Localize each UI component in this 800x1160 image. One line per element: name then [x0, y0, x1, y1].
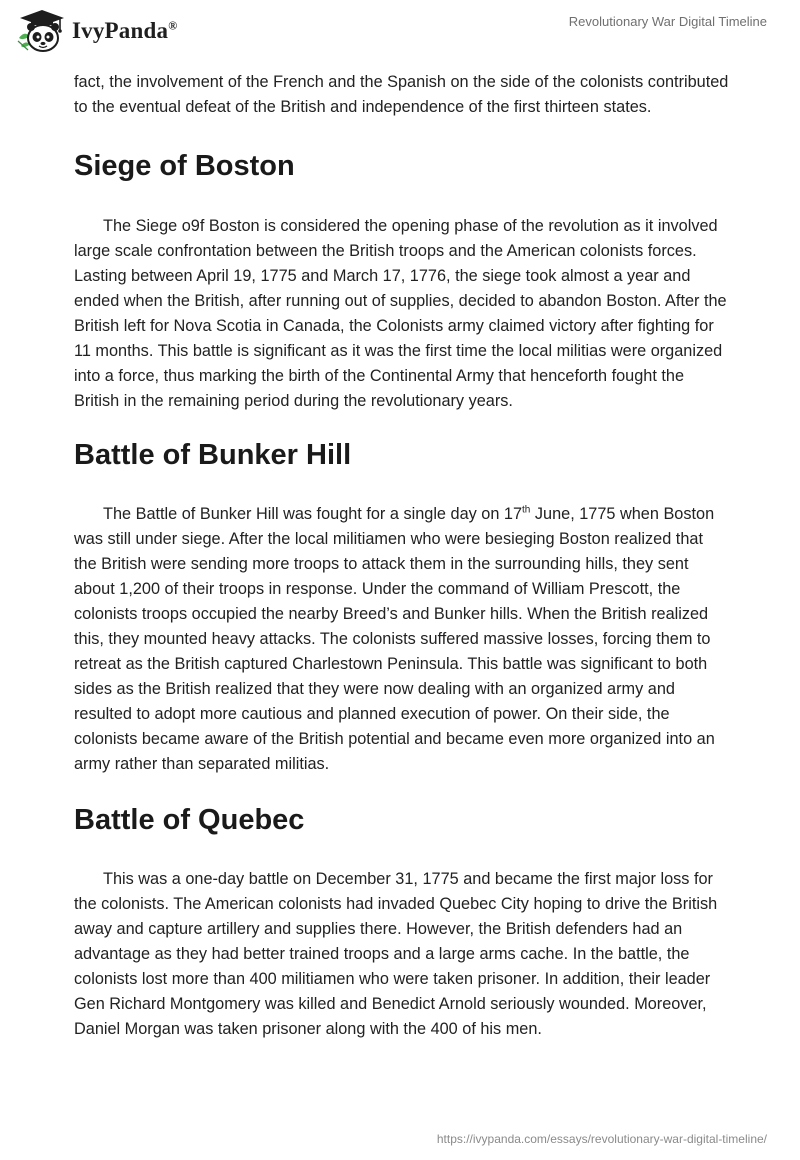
- ivypanda-logo[interactable]: [16, 8, 177, 54]
- heading-battle-of-bunker-hill: Battle of Bunker Hill: [74, 439, 352, 471]
- heading-siege-of-boston: Siege of Boston: [74, 150, 295, 182]
- essay-content: [74, 70, 730, 1042]
- paragraph-siege-of-boston: The Siege o9f Boston is considered the opening phase of the revolution as it involved large scale confrontation between the British troops and the American colonists forces. Lasting between April 19, 1775 and March 17, 1776, the siege took almost a year and ended when the British, after running out of supplies, decided to abandon Boston. After the British left for Nova Scotia in Canada, the Colonists army claimed victory after fighting for 11 months. This battle is significant as it was the first time the local militias were organized into a force, thus marking the birth of the Continental Army that henceforth fought the British in the remaining period during the revolutionary years.: [74, 217, 727, 410]
- heading-battle-of-quebec: Battle of Quebec: [74, 804, 305, 836]
- logo-text: IvyPanda®: [72, 18, 178, 43]
- panda-graduate-icon: [16, 8, 68, 54]
- paragraph-battle-of-quebec: This was a one-day battle on December 31, 1775 and became the first major loss for the colonists. The American colonists had invaded Quebec City hoping to drive the British away and capture artillery and supplies there. However, the British defenders had an advantage as they had better trained troops and a large arms cache. In the battle, the colonists lost more than 400 militiamen who were taken prisoner. In addition, their leader Gen Richard Montgomery was killed and Benedict Arnold seriously wounded. Moreover, Daniel Morgan was taken prisoner along with the 400 of his men.: [74, 870, 718, 1038]
- ordinal-superscript: th: [522, 504, 531, 516]
- intro-paragraph: fact, the involvement of the French and the Spanish on the side of the colonists contributed to the eventual defeat of the British and independence of the first thirteen states.: [74, 73, 729, 116]
- document-title: Revolutionary War Digital Timeline: [568, 14, 767, 29]
- page-header: [0, 0, 800, 62]
- paragraph-battle-of-bunker-hill: The Battle of Bunker Hill was fought for a single day on 17th June, 1775 when Boston was still under siege. After the local militiamen who were besieging Boston realized that the British were sending more troops to attack them in the surrounding hills, they sent about 1,200 of their troops in response. Under the command of William Prescott, the colonists troops occupied the nearby Breed’s and Bunker hills. When the British realized this, they mounted heavy attacks. The colonists suffered massive losses, forcing them to retreat as the British captured Charlestown Peninsula. This battle was significant to both sides as the British realized that they were now dealing with an organized army and resulted to adopt more cautious and planned execution of power. On their side, the colonists became aware of the British potential and became even more organized into an army rather than separated militias.: [74, 504, 715, 773]
- source-url-link[interactable]: https://ivypanda.com/essays/revolutionary-war-digital-timeline/: [436, 1132, 767, 1146]
